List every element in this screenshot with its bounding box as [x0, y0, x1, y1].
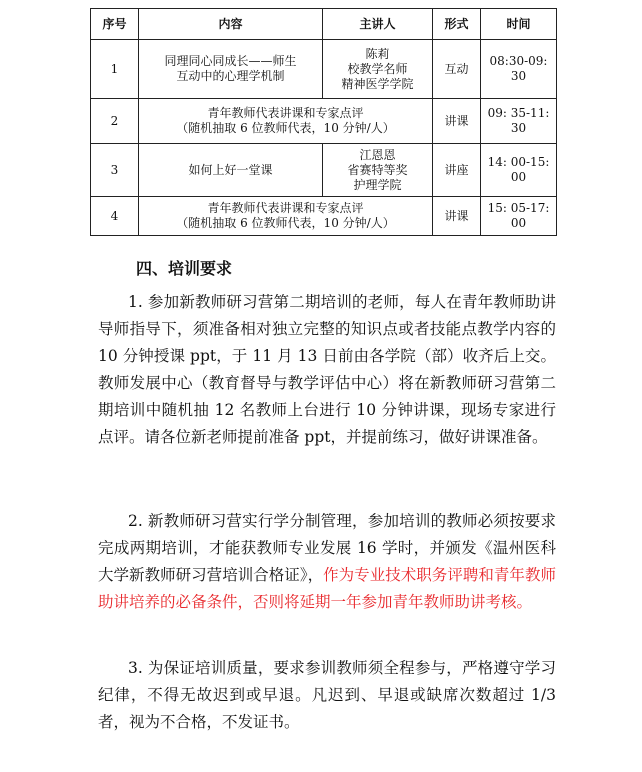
row-form: 互动 — [433, 40, 481, 99]
row-no: 1 — [91, 40, 139, 99]
row-form: 讲课 — [433, 99, 481, 144]
header-content: 内容 — [139, 9, 323, 40]
row-content: 青年教师代表讲课和专家点评 （随机抽取 6 位教师代表，10 分钟/人） — [139, 99, 433, 144]
row-speaker: 陈莉 校教学名师 精神医学学院 — [323, 40, 433, 99]
paragraph-2-text: 2. 新教师研习营实行学分制管理，参加培训的教师必须按要求完成两期培训，才能获教师专业发展 16 学时，并颁发《温州医科大学新教师研习营培训合格证》， — [98, 512, 556, 584]
row-content: 如何上好一堂课 — [139, 144, 323, 197]
row-no: 2 — [91, 99, 139, 144]
paragraph-2-highlight: 作为专业技术职务评聘和青年教师助讲培养的必备条件，否则将延期一年参加青年教师助讲考核。 — [98, 566, 556, 611]
table-header-row — [91, 9, 557, 40]
header-no: 序号 — [91, 9, 139, 40]
table-row — [91, 99, 557, 144]
requirement-paragraph-3: 3. 为保证培训质量，要求参训教师须全程参与，严格遵守学习纪律，不得无故迟到或早退。凡迟到、早退或缺席次数超过 1/3 者，视为不合格，不发证书。 — [98, 659, 556, 731]
row-speaker: 江恩恩 省赛特等奖 护理学院 — [323, 144, 433, 197]
row-time: 08:30-09: 30 — [481, 40, 557, 99]
section-heading: 四、培训要求 — [136, 259, 233, 278]
table-row — [91, 144, 557, 197]
row-time: 09: 35-11: 30 — [481, 99, 557, 144]
requirement-paragraph-1: 1. 参加新教师研习营第二期培训的老师，每人在青年教师助讲导师指导下，须准备相对独立完整的知识点或者技能点教学内容的 10 分钟授课 ppt，于 11 月 13 日前由各学院（部）收齐后上交。教师发展中心（教育督导与教学评估中心）将在新教师研习营第二期培训中随机抽 12 名教师上台进行 10 分钟讲课，现场专家进行点评。请各位新老师提前准备 ppt，并提前练习，做好讲课准备。 — [98, 293, 556, 446]
row-content: 青年教师代表讲课和专家点评 （随机抽取 6 位教师代表，10 分钟/人） — [139, 197, 433, 236]
schedule-table — [90, 8, 557, 236]
row-content: 同理同心同成长——师生 互动中的心理学机制 — [139, 40, 323, 99]
table-row — [91, 40, 557, 99]
row-time: 14: 00-15: 00 — [481, 144, 557, 197]
requirement-paragraph-2 — [98, 508, 556, 616]
header-time: 时间 — [481, 9, 557, 40]
row-form: 讲座 — [433, 144, 481, 197]
row-time: 15: 05-17: 00 — [481, 197, 557, 236]
row-form: 讲课 — [433, 197, 481, 236]
table-row — [91, 197, 557, 236]
row-no: 3 — [91, 144, 139, 197]
header-form: 形式 — [433, 9, 481, 40]
row-no: 4 — [91, 197, 139, 236]
header-speaker: 主讲人 — [323, 9, 433, 40]
